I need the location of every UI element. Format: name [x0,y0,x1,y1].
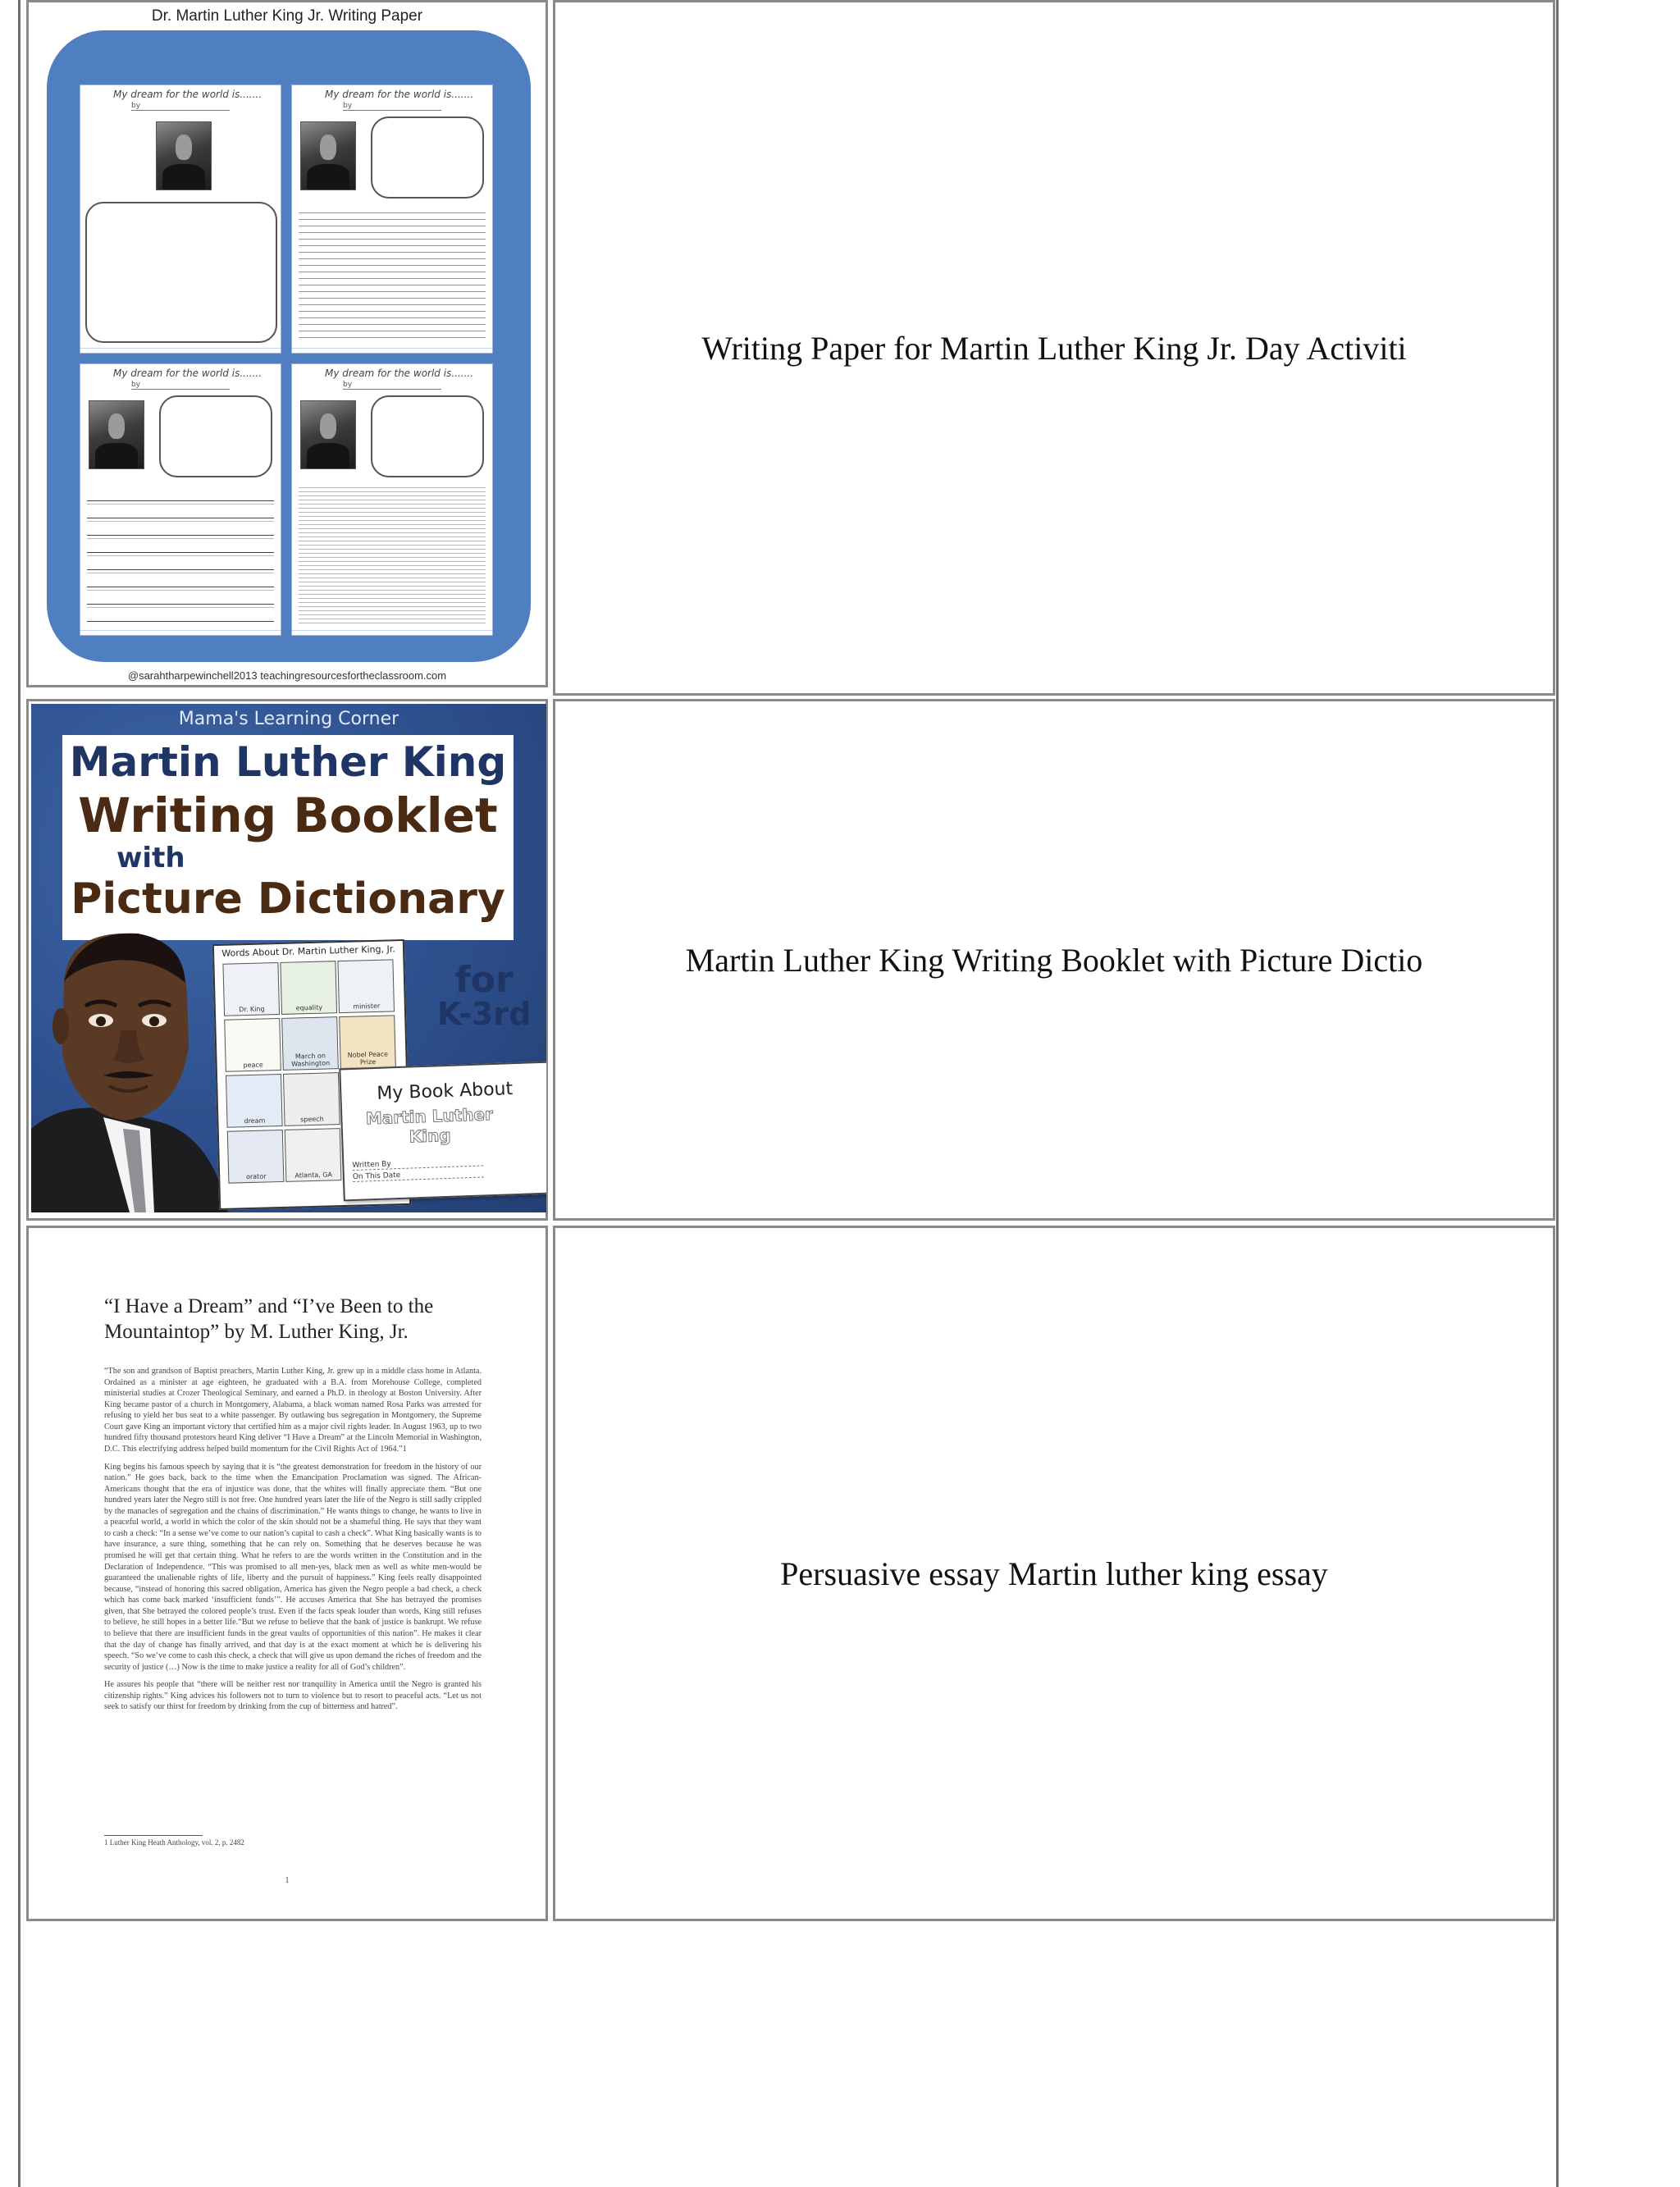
writing-paper-page [80,363,281,636]
cover-title-line-1: Martin Luther King [69,738,507,786]
dictionary-cell: Nobel Peace Prize [339,1015,396,1069]
card-name: Martin Luther King [365,1104,494,1147]
essay-footnote: 1 Luther King Heath Anthology, vol. 2, p. 2482 [104,1838,244,1847]
publisher-label: Mama's Learning Corner [178,709,399,729]
row-2-caption-cell [553,699,1555,1221]
page-heading: My dream for the world is....... [113,368,262,379]
essay-paragraph: “The son and grandson of Baptist preachers, Martin Luther King, Jr. grew up in a middle class home in Atlanta. Ordained as a minister at age eighteen, he graduated with a B.A. from Morehouse College, completed ministerial studies at Crozer Theological Seminary, and earned a Ph.D. in theology at Boston University. After King became pastor of a church in Montgomery, Alabama, a black woman named Rosa Parks was arrested for refusing to yield her bus seat to a white passenger. By outlawing bus segregation in Montgomery, the Supreme Court gave King an important victory that certified him as a major civil rights leader. In August 1963, up to two hundred fifty thousand protestors heard King deliver “I Have a Dream” at the Lincoln Memorial in Washington, D.C. This electrifying address helped build momentum for the Civil Rights Act of 1964.”1 [104,1367,482,1454]
drawing-box [159,395,272,477]
dictionary-cell: dream [226,1074,283,1128]
grade-badge-range: K-3rd [437,996,532,1032]
page-heading: My dream for the world is....... [325,368,474,379]
essay-paragraph: King begins his famous speech by saying that it is “the greatest demonstration for freedom in the history of our nation.” He goes back, back to the time when the Emancipation Proclamation was signed. The African-Americans thought that the era of injustice was done, that the whites will finally appreciate them. “But one hundred years later the Negro still is not free. One hundred years later the life of the Negro is still sadly crippled by the manacles of segregation and the chains of discrimination.” He wants things to change, he wants to live in a peaceful world, a world in which the color of the skin should not be a shameful thing. He says that they want to cash a check: “In a sense we’ve come to our nation’s capital to cash a check”. What King basically wants is to have insurance, a sure thing, something that he can rely on. Something that he deserves because he was promised he will get that certain thing. What he refers to are the words written in the Constitution and in the Declaration of Independence. “This was promised to all men-yes, black men as well as white men-would be guaranteed the unalienable rights of life, liberty and the pursuit of happiness.” King feels really disappointed because, “instead of honoring this sacred obligation, America has given the Negro people a bad check, a check which has come back marked ‘insufficient funds’”. He accuses America that She has betrayed the promises given, that She betrayed the colored people’s trust. Even if the facts speak louder than words, King still refuses to believe, he still hopes in a better life.“But we refuse to believe that the bank of justice is bankrupt. We refuse to believe that there are insufficient funds in the great vaults of opportunities of this nation”. He makes it clear that the day of change has finally arrived, and that day is at the exact moment at which he is delivering his speech. “So we’ve come to cash this check, a check that will give us upon demand the riches of freedom and the security of justice (…) Now is the time to make justice a reality for all of God’s children”. [104,1462,482,1672]
dictionary-cell: minister [337,959,395,1013]
writing-lines [87,487,274,623]
row-1-caption[interactable]: Writing Paper for Martin Luther King Jr. Day Activiti [701,329,1407,367]
essay-paragraph: He assures his people that “there will be neither rest nor tranquility in America until the Negro is granted his citizenship rights.” King advices his followers not to turn to violence but to resort to peaceful acts. “Let us not seek to satisfy our thirst for freedom by drinking from the cup of bitterness and hatred”. [104,1680,482,1712]
grade-badge-for: for [454,959,514,1001]
row-3-image-cell[interactable] [26,1226,548,1921]
drawing-box [371,395,484,477]
booklet-card [339,1062,546,1202]
dictionary-cell: Atlanta, GA [285,1128,342,1182]
title-panel [62,735,514,940]
writing-lines [299,207,486,338]
row-2-caption[interactable]: Martin Luther King Writing Booklet with Picture Dictio [685,941,1423,979]
by-line: by [343,102,441,111]
by-line: by [131,102,230,111]
writing-paper-credit: @sarahtharpewinchell2013 teachingresourcesfortheclassroom.com [127,669,447,682]
writing-paper-title: Dr. Martin Luther King Jr. Writing Paper [151,7,423,25]
portrait-photo [156,121,212,190]
booklet-cover [31,704,546,1212]
drawing-box [85,202,277,343]
cover-title-line-3: with [116,842,185,874]
card-written-by: Written By [352,1157,483,1171]
dictionary-title: Words About Dr. Martin Luther King, Jr. [221,943,395,959]
by-line: by [343,381,441,390]
portrait-photo [300,400,356,469]
footnote-rule [104,1835,203,1836]
portrait-photo [89,400,144,469]
row-3-caption-cell [553,1226,1555,1921]
dictionary-cell: orator [227,1130,285,1184]
writing-paper-page [80,84,281,354]
dictionary-cell: March on Washington [281,1016,339,1071]
row-1-image-cell[interactable] [26,0,548,687]
row-1-caption-cell [553,0,1555,696]
essay-body [104,1366,482,1719]
writing-paper-page [291,84,493,354]
card-date: On This Date [353,1168,484,1182]
writing-lines [299,484,486,623]
drawing-box [371,116,484,199]
page-number: 1 [285,1876,290,1885]
writing-paper-frame [47,30,531,662]
dictionary-cell: peace [224,1018,281,1072]
grade-badge [437,959,532,1032]
cover-title-line-2: Writing Booklet [78,788,498,843]
row-2-image-cell[interactable] [26,699,548,1221]
essay-title: “I Have a Dream” and “I’ve Been to the Mountaintop” by M. Luther King, Jr. [104,1295,434,1344]
page-heading: My dream for the world is....... [113,89,262,100]
page-heading: My dream for the world is....... [325,89,474,100]
by-line: by [131,381,230,390]
dictionary-cell: Dr. King [222,962,280,1016]
row-3-caption[interactable]: Persuasive essay Martin luther king essay [780,1555,1328,1592]
dictionary-cell: speech [283,1072,340,1126]
portrait-photo [300,121,356,190]
dictionary-cell: equality [280,961,337,1015]
writing-paper-page [291,363,493,636]
card-title: My Book About [377,1079,514,1104]
mlk-cartoon-illustration [31,924,236,1212]
cover-title-line-4: Picture Dictionary [71,874,505,924]
